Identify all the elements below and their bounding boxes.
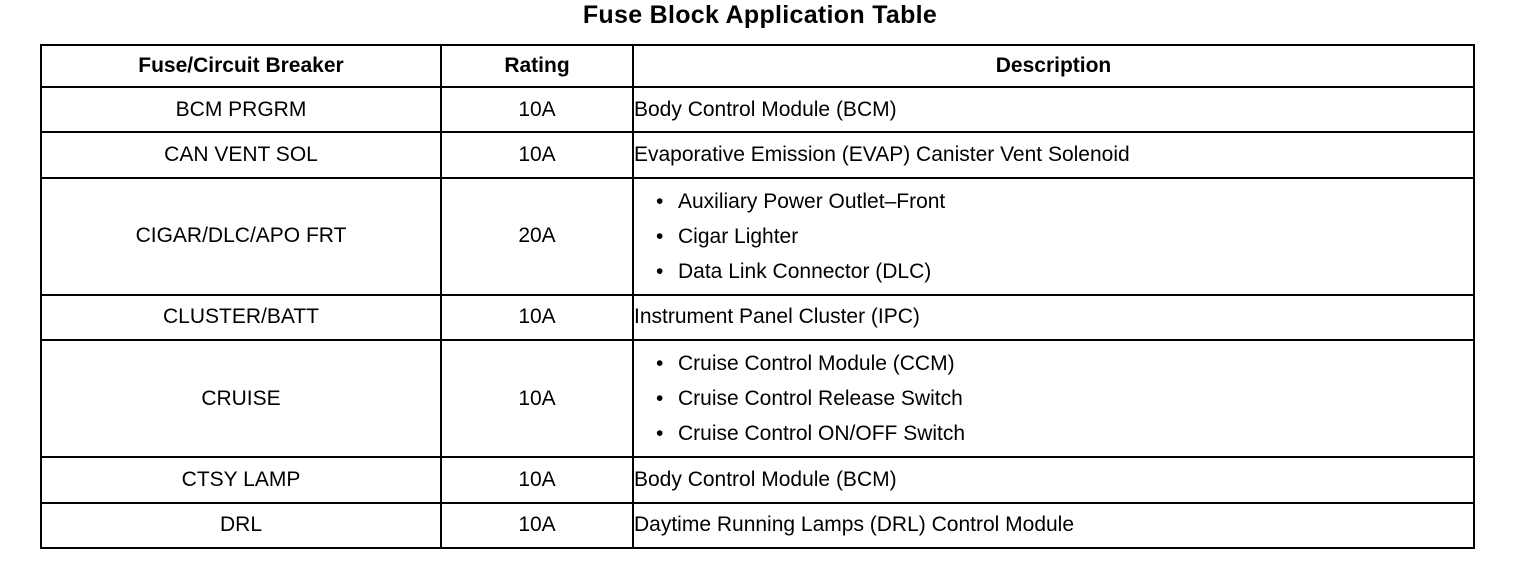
fuse-name-cell: CTSY LAMP [41, 457, 441, 502]
table-row [41, 132, 1474, 177]
bullet-icon: • [656, 352, 664, 376]
page-title: Fuse Block Application Table [582, 1, 938, 29]
description-cell [633, 340, 1474, 457]
rating-cell: 10A [441, 132, 633, 177]
description-cell: Body Control Module (BCM) [633, 87, 1474, 132]
column-header-description: Description [633, 45, 1474, 87]
fuse-name-cell: CAN VENT SOL [41, 132, 441, 177]
table-row [41, 503, 1474, 548]
rating-cell: 10A [441, 340, 633, 457]
table-row [41, 87, 1474, 132]
rating-cell: 20A [441, 178, 633, 295]
fuse-name-cell: CRUISE [41, 340, 441, 457]
bullet-icon: • [656, 422, 664, 446]
fuse-name-cell: DRL [41, 503, 441, 548]
column-header-fuse: Fuse/Circuit Breaker [41, 45, 441, 87]
description-list-item: • Cigar Lighter [656, 219, 1473, 254]
description-cell [633, 178, 1474, 295]
rating-cell: 10A [441, 295, 633, 340]
fuse-name-cell: CIGAR/DLC/APO FRT [41, 178, 441, 295]
table-row [41, 295, 1474, 340]
table-row [41, 457, 1474, 502]
description-cell: Body Control Module (BCM) [633, 457, 1474, 502]
description-cell: Daytime Running Lamps (DRL) Control Module [633, 503, 1474, 548]
column-header-rating: Rating [441, 45, 633, 87]
rating-cell: 10A [441, 87, 633, 132]
description-list-item: • Cruise Control Module (CCM) [656, 346, 1473, 381]
table-row [41, 340, 1474, 457]
description-list-item: • Auxiliary Power Outlet–Front [656, 184, 1473, 219]
description-list-item: • Cruise Control ON/OFF Switch [656, 416, 1473, 451]
description-list [634, 184, 1473, 289]
rating-cell: 10A [441, 457, 633, 502]
description-list-item: • Cruise Control Release Switch [656, 381, 1473, 416]
table-header-row [41, 45, 1474, 87]
bullet-icon: • [656, 387, 664, 411]
description-list [634, 346, 1473, 451]
rating-cell: 10A [441, 503, 633, 548]
fuse-name-cell: BCM PRGRM [41, 87, 441, 132]
description-list-item: • Data Link Connector (DLC) [656, 254, 1473, 289]
fuse-block-table [40, 44, 1475, 549]
description-cell: Evaporative Emission (EVAP) Canister Vent Solenoid [633, 132, 1474, 177]
bullet-icon: • [656, 189, 664, 213]
description-cell: Instrument Panel Cluster (IPC) [633, 295, 1474, 340]
bullet-icon: • [656, 224, 664, 248]
fuse-name-cell: CLUSTER/BATT [41, 295, 441, 340]
bullet-icon: • [656, 259, 664, 283]
table-row [41, 178, 1474, 295]
